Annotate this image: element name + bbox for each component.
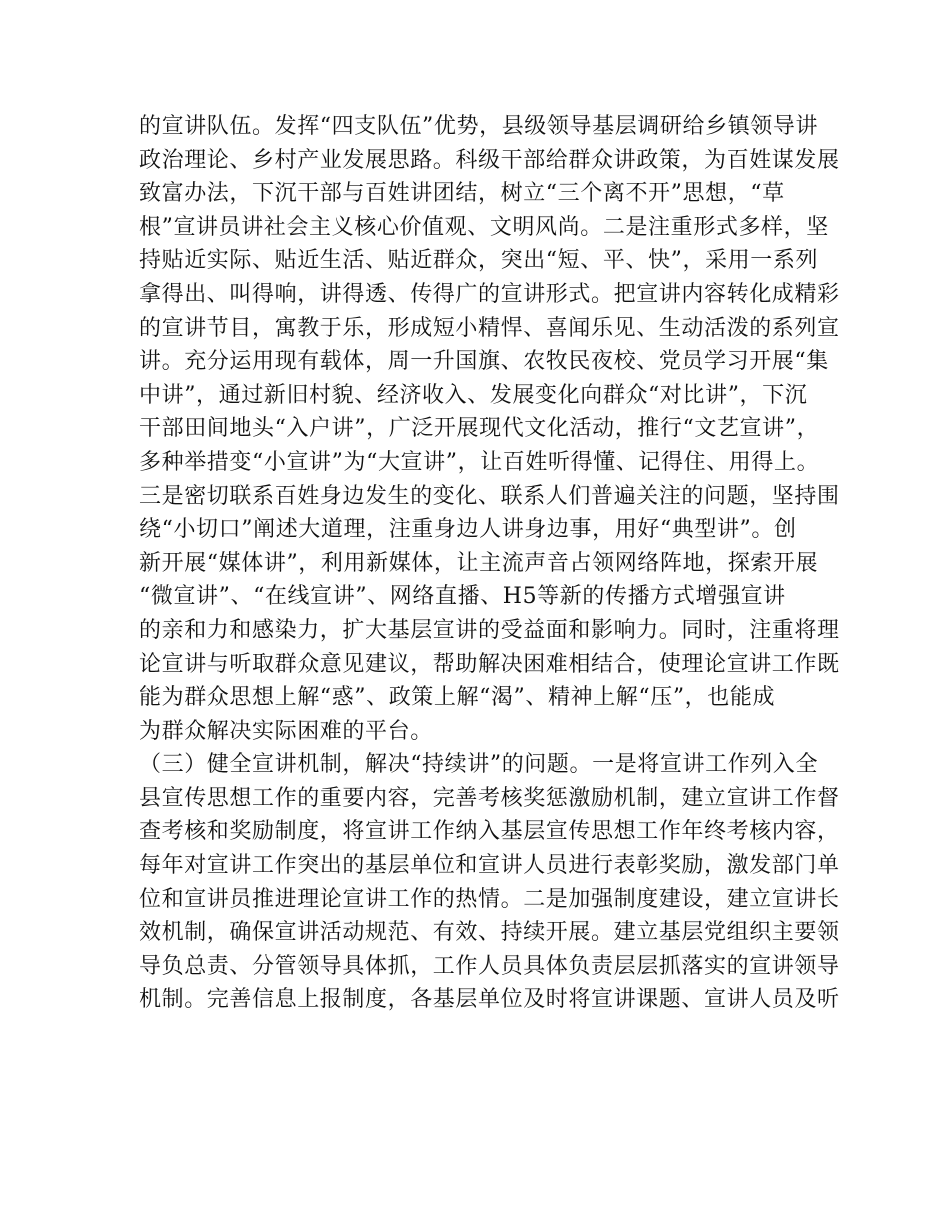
text-line: 为群众解决实际困难的平台。 <box>139 718 433 744</box>
text-line: 多种举措变“小宣讲”为“大宣讲”，让百姓听得懂、记得住、用得上。 <box>139 449 820 475</box>
text-line: 每年对宣讲工作突出的基层单位和宣讲人员进行表彰奖励，激发部门单 <box>139 853 840 879</box>
text-line: 的亲和力和感染力，扩大基层宣讲的受益面和影响力。同时，注重将理 <box>139 617 840 643</box>
text-line: 位和宣讲员推进理论宣讲工作的热情。二是加强制度建设，建立宣讲长 <box>139 886 840 912</box>
text-line: 政治理论、乡村产业发展思路。科级干部给群众讲政策，为百姓谋发展 <box>139 147 840 173</box>
text-line: 机制。完善信息上报制度，各基层单位及时将宣讲课题、宣讲人员及听 <box>139 987 840 1013</box>
text-line: （三）健全宣讲机制，解决“持续讲”的问题。一是将宣讲工作列入全 <box>139 752 819 778</box>
body-text <box>139 110 840 1017</box>
text-line: 讲。充分运用现有载体，周一升国旗、农牧民夜校、党员学习开展“集 <box>139 349 829 375</box>
text-line: 致富办法，下沉干部与百姓讲团结，树立“三个离不开”思想，“草 <box>139 181 785 207</box>
text-line: 县宣传思想工作的重要内容，完善考核奖惩激励机制，建立宣讲工作督 <box>139 785 840 811</box>
text-line: 效机制，确保宣讲活动规范、有效、持续开展。建立基层党组织主要领 <box>139 920 840 946</box>
text-line: 的宣讲队伍。发挥“四支队伍”优势，县级领导基层调研给乡镇领导讲 <box>139 114 819 139</box>
text-line: 拿得出、叫得响，讲得透、传得广的宣讲形式。把宣讲内容转化成精彩 <box>139 281 840 307</box>
text-line: 新开展“媒体讲”，利用新媒体，让主流声音占领网络阵地，探索开展 <box>139 550 819 576</box>
text-line: 论宣讲与听取群众意见建议，帮助解决困难相结合，使理论宣讲工作既 <box>139 651 840 677</box>
text-line: 能为群众思想上解“惑”、政策上解“渴”、精神上解“压”，也能成 <box>139 685 776 711</box>
text-line: 的宣讲节目，寓教于乐，形成短小精悍、喜闻乐见、生动活泼的系列宣 <box>139 315 840 341</box>
text-line: 查考核和奖励制度，将宣讲工作纳入基层宣传思想工作年终考核内容， <box>139 819 840 845</box>
text-line: 根”宣讲员讲社会主义核心价值观、文明风尚。二是注重形式多样，坚 <box>139 214 829 240</box>
text-line: 持贴近实际、贴近生活、贴近群众，突出“短、平、快”，采用一系列 <box>139 248 819 274</box>
text-line: 干部田间地头“入户讲”，广泛开展现代文化活动，推行“文艺宣讲”， <box>139 416 820 442</box>
text-line: 导负总责、分管领导具体抓，工作人员具体负责层层抓落实的宣讲领导 <box>139 953 840 979</box>
text-line: 绕“小切口”阐述大道理，注重身边人讲身边事，用好“典型讲”。创 <box>139 517 797 543</box>
text-line: 中讲”，通过新旧村貌、经济收入、发展变化向群众“对比讲”，下沉 <box>139 382 808 408</box>
text-line: “微宣讲”、“在线宣讲”、网络直播、H5等新的传播方式增强宣讲 <box>139 584 786 610</box>
text-line: 三是密切联系百姓身边发生的变化、联系人们普遍关注的问题，坚持围 <box>139 483 840 509</box>
